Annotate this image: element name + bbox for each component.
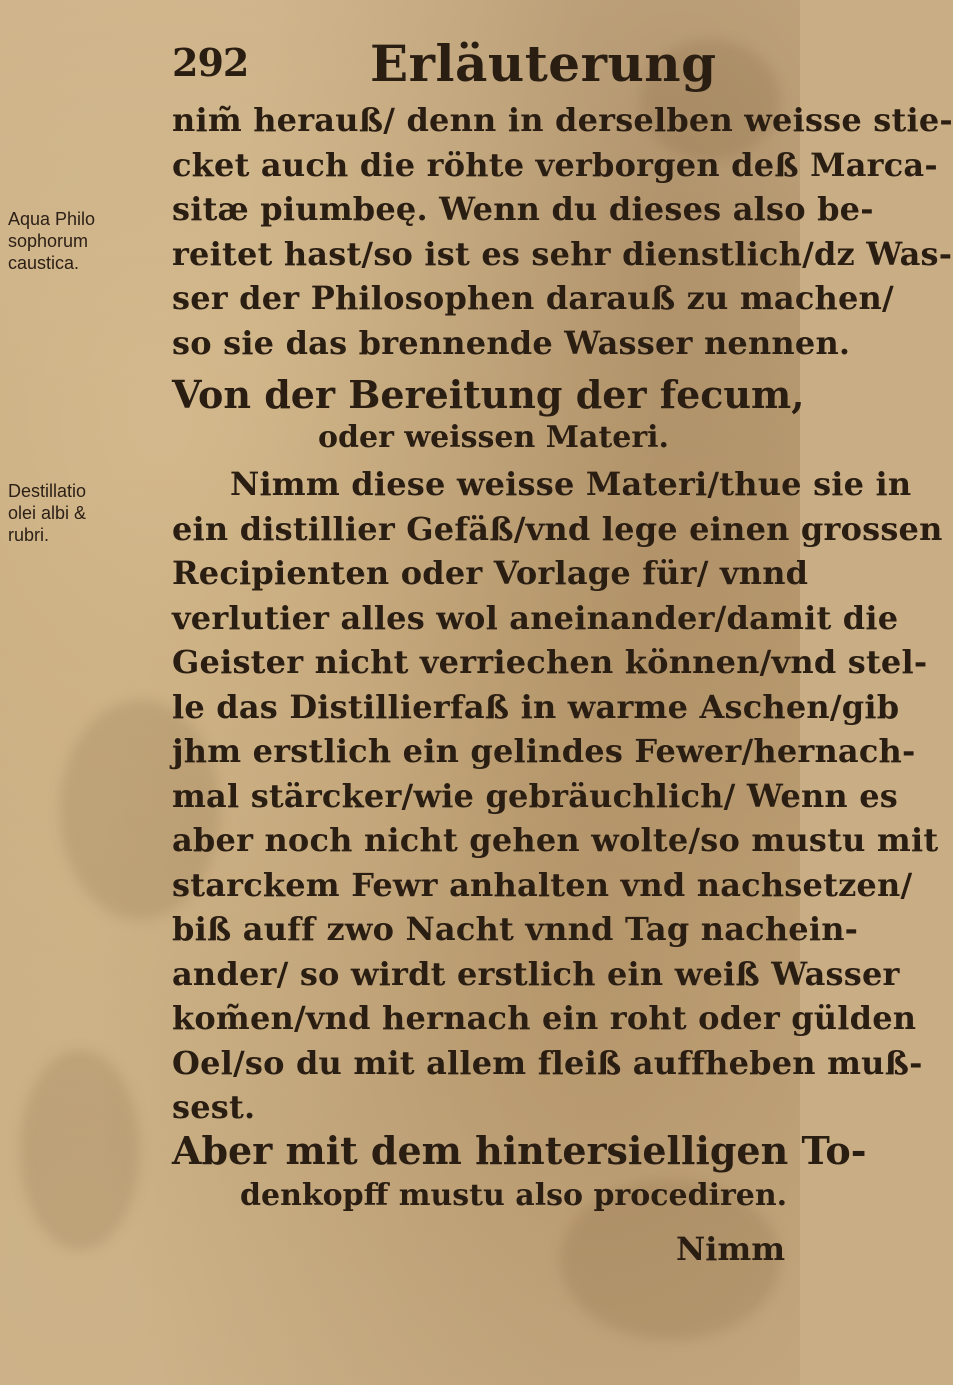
section-heading: Von der Bereitung der fecum,: [172, 372, 805, 417]
margin-note-aqua: [8, 208, 95, 274]
margin-note-line: Aqua Philo: [8, 209, 96, 229]
text-line: ander/ so wirdt erstlich ein weiß Wasser: [172, 954, 900, 993]
margin-note-destillatio: [8, 480, 86, 546]
paragraph-2: [172, 462, 943, 1130]
text-line: so sie das brennende Wasser nennen.: [172, 323, 851, 362]
text-line: sest.: [172, 1088, 256, 1126]
page-header: [170, 34, 770, 94]
section-subheading: oder weissen Materi.: [318, 420, 669, 455]
text-line: starckem Fewr anhalten vnd nachsetzen/: [172, 865, 913, 904]
running-head: Erläuterung: [370, 34, 717, 93]
text-line: Nimm diese weisse Materi/thue sie in: [230, 465, 912, 503]
text-line: jhm erstlich ein gelindes Fewer/hernach-: [172, 732, 916, 770]
text-line: kom̃en/vnd hernach ein roht oder gülden: [172, 999, 917, 1037]
section-subheading: denkopff mustu also procediren.: [240, 1178, 788, 1213]
text-line: sitæ piumbeę. Wenn du dieses also be-: [172, 190, 874, 228]
text-line: biß auff zwo Nacht vnnd Tag nachein-: [172, 910, 859, 948]
text-line: nim̃ herauß/ denn in derselben weisse stie-: [172, 101, 953, 139]
text-line: Oel/so du mit allem fleiß auffheben muß-: [172, 1043, 923, 1082]
text-line: ser der Philosophen darauß zu machen/: [172, 279, 894, 317]
margin-note-line: olei albi &: [8, 503, 87, 523]
text-line: Geister nicht verriechen können/vnd stel-: [172, 643, 928, 681]
text-line: ein distillier Gefäß/vnd lege einen grossen: [172, 509, 943, 548]
margin-note-line: Destillatio: [8, 481, 87, 501]
page-number: 292: [172, 40, 249, 85]
section-heading: Aber mit dem hintersielligen To-: [172, 1128, 867, 1173]
text-line: Recipienten oder Vorlage für/ vnnd: [172, 554, 809, 592]
catchword: Nimm: [676, 1230, 786, 1268]
paper-stain: [20, 1050, 140, 1250]
text-line: reitet hast/so ist es sehr dienstlich/dz Was-: [172, 234, 953, 273]
margin-note-line: sophorum: [8, 231, 89, 251]
text-line: verlutier alles wol aneinander/damit die: [172, 598, 899, 637]
margin-note-line: caustica.: [8, 253, 80, 273]
text-line: aber noch nicht gehen wolte/so mustu mit: [172, 821, 939, 859]
text-line: mal stärcker/wie gebräuchlich/ Wenn es: [172, 776, 898, 815]
paragraph-1: [172, 98, 953, 365]
text-line: le das Distillierfaß in warme Aschen/gib: [172, 687, 900, 726]
margin-note-line: rubri.: [8, 525, 50, 545]
text-line: cket auch die röhte verborgen deß Marca-: [172, 145, 938, 184]
